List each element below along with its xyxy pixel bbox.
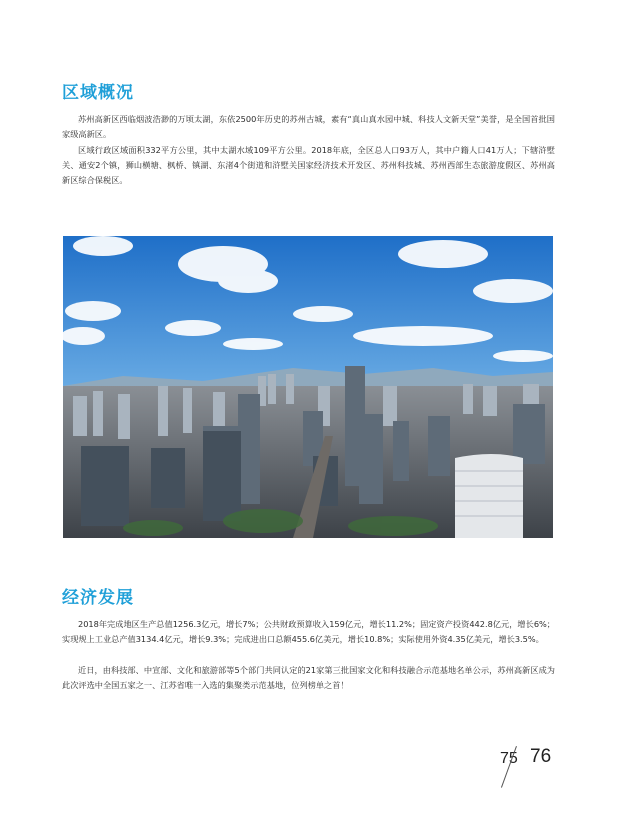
economy-paragraph-1: 2018年完成地区生产总值1256.3亿元，增长7%；公共财政预算收入159亿元，增长11.2%；固定资产投资442.8亿元，增长6%；实现规上工业总产值3134.4亿元，增长9.3%；完成进出口总额455.6亿美元，增长10.8%；实际使用外资4.35亿美元，增长3.5%。 <box>62 619 555 645</box>
overview-paragraph-2: 区域行政区域面积332平方公里，其中太湖水域109平方公里。2018年底，全区总人口93万人，其中户籍人口41万人；下辖浒墅关、通安2个镇，狮山横塘、枫桥、镇湖、东渚4个街道和浒墅关国家经济技术开发区、苏州科技城、苏州西部生态旅游度假区、苏州高新区综合保税区。 <box>62 145 555 186</box>
page-number-left: 75 <box>500 750 518 767</box>
page-number-right: 76 <box>530 746 552 767</box>
overview-paragraph-1: 苏州高新区西临烟波浩渺的万顷太湖，东依2500年历史的苏州古城，素有“真山真水园中城、科技人文新天堂”美誉，是全国首批国家级高新区。 <box>62 114 555 140</box>
section-title-economy: 经济发展 <box>62 588 134 608</box>
section-title-overview: 区域概况 <box>62 83 134 103</box>
economy-paragraph-2: 近日，由科技部、中宣部、文化和旅游部等5个部门共同认定的21家第三批国家文化和科技融合示范基地名单公示，苏州高新区成为此次评选中全国五家之一、江苏省唯一入选的集聚类示范基地，位列榜单之首！ <box>62 665 555 691</box>
city-skyline-photo <box>63 236 553 538</box>
